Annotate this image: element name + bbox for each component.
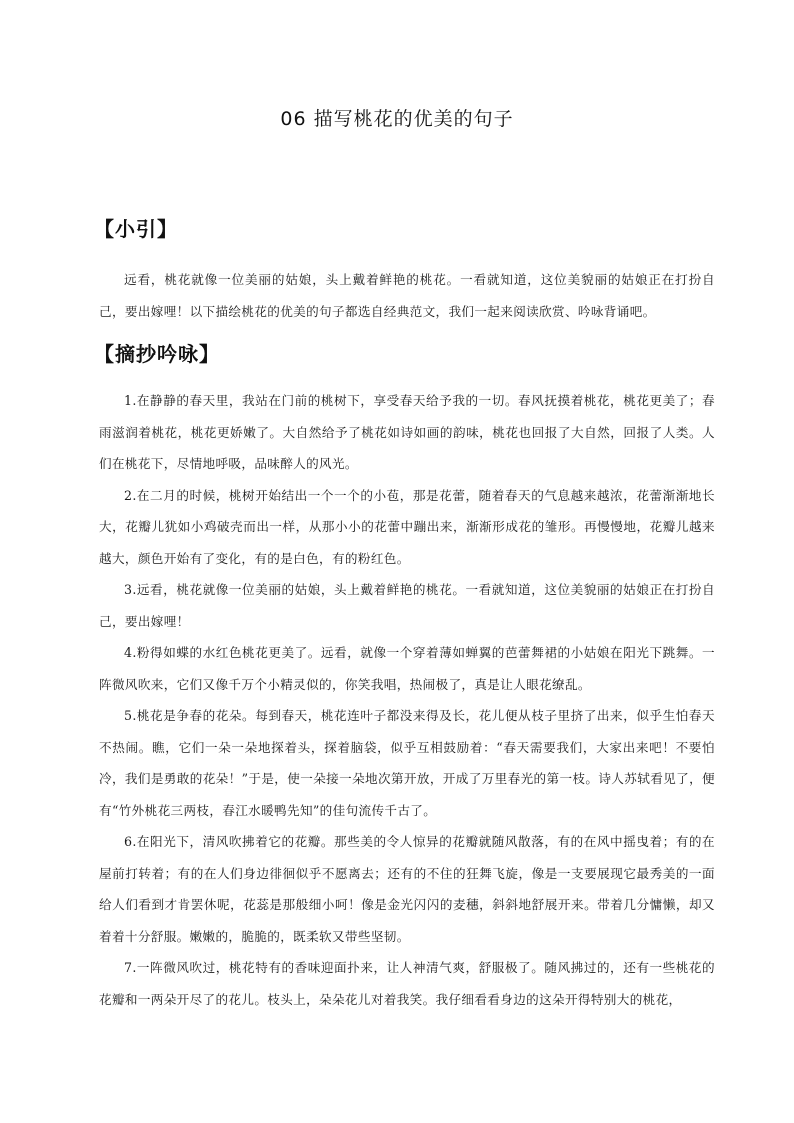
excerpt-item-2: 2.在二月的时候，桃树开始结出一个一个的小苞，那是花蕾，随着春天的气息越来越浓，花蕾渐渐地长大，花瓣儿犹如小鸡破壳而出一样，从那小小的花蕾中蹦出来，渐渐形成花的雏形。再慢慢地，花瓣儿越来越大，颜色开始有了变化，有的是白色，有的粉红色。 xyxy=(99,487,715,566)
excerpt-item-6: 6.在阳光下，清风吹拂着它的花瓣。那些美的令人惊异的花瓣就随风散落，有的在风中摇曳着；有的在屋前打转着；有的在人们身边徘徊似乎不愿离去；还有的不住的狂舞飞旋，像是一支要展现它最秀美的一面给人们看到才肯罢休呢，花蕊是那般细小呵！像是金光闪闪的麦穗，斜斜地舒展开来。带着几分慵懒，却又着着十分舒服。嫩嫩的，脆脆的，既柔软又带些坚韧。 xyxy=(99,834,715,944)
excerpt-item-1: 1.在静静的春天里，我站在门前的桃树下，享受春天给予我的一切。春风抚摸着桃花，桃花更美了；春雨滋润着桃花，桃花更娇嫩了。大自然给予了桃花如诗如画的韵味，桃花也回报了大自然，回报了人类。人们在桃花下，尽情地呼吸，品味醉人的风光。 xyxy=(99,393,715,471)
excerpt-heading: 【摘抄吟咏】 xyxy=(94,342,220,366)
intro-paragraph: 远看，桃花就像一位美丽的姑娘，头上戴着鲜艳的桃花。一看就知道，这位美貌丽的姑娘正在打扮自己，要出嫁哩！以下描绘桃花的优美的句子都选自经典范文，我们一起来阅读欣赏、吟咏背诵吧。 xyxy=(99,272,715,319)
page-title: 06 描写桃花的优美的句子 xyxy=(280,108,514,130)
excerpt-item-3: 3.远看，桃花就像一位美丽的姑娘，头上戴着鲜艳的桃花。一看就知道，这位美貌丽的姑娘正在打扮自己，要出嫁哩！ xyxy=(99,582,715,629)
excerpt-item-7: 7.一阵微风吹过，桃花特有的香味迎面扑来，让人神清气爽，舒服极了。随风拂过的，还有一些桃花的花瓣和一两朵开尽了的花儿。枝头上，朵朵花儿对着我笑。我仔细看看身边的这朵开得特别大的桃花， xyxy=(99,960,715,1007)
excerpt-item-4: 4.粉得如蝶的水红色桃花更美了。远看，就像一个穿着薄如蝉翼的芭蕾舞裙的小姑娘在阳光下跳舞。一阵微风吹来，它们又像千万个小精灵似的，你笑我唱，热闹极了，真是让人眼花缭乱。 xyxy=(99,645,715,692)
excerpt-list xyxy=(99,385,715,1015)
excerpt-item-5: 5.桃花是争春的花朵。每到春天，桃花连叶子都没来得及长，花儿便从枝子里挤了出来，似乎生怕春天不热闹。瞧，它们一朵一朵地探着头，探着脑袋，似乎互相鼓励着：“春天需要我们，大家出来吧！不要怕冷，我们是勇敢的花朵！”于是，使一朵接一朵地次第开放，开成了万里春光的第一枝。诗人苏轼看见了，便有“竹外桃花三两枝，春江水暖鸭先知”的佳句流传千古了。 xyxy=(99,708,715,818)
intro-heading: 【小引】 xyxy=(94,217,178,241)
